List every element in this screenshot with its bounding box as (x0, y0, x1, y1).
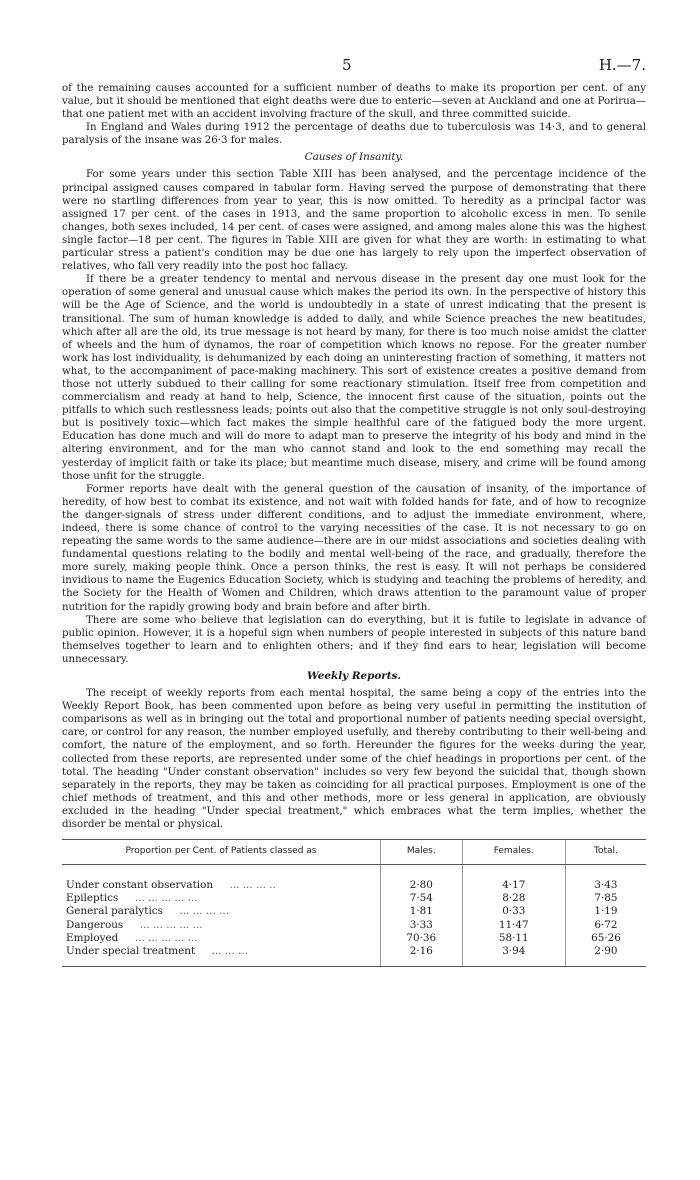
cell-females: 4·17 (462, 865, 565, 893)
leader-dots: ... ... ... (211, 945, 249, 958)
paragraph: of the remaining causes accounted for a sufficient number of deaths to make its proportion per cent. of any value, but it should be mentioned that eight deaths were due to enteric—seven at Auckland and one at Porirua—that one patient met with an accident involving fracture of the skull, and three committed suicide. (62, 83, 646, 121)
paragraph: Former reports have dealt with the general question of the causation of insanity, of the importance of heredity, of how best to combat its existence, and not wait with folded hands for fate, and of how to recognize the danger-signals of stress under different conditions, and to adjust the immediate environment, where, indeed, there is some chance of control to the varying necessities of the case. It is not necessary to go on repeating the same words to the same audience—there are in our midst associations and societies dealing with fundamental questions relating to the bodily and mental well-being of the race, and gradually, therefore the more surely, making people think. Once a person thinks, the rest is easy. It will not perhaps be considered invidious to name the Eugenics Education Society, which is studying and teaching the problems of heredity, and the Society for the Health of Women and Children, which draws attention to the paramount value of proper nutrition for the rapidly growing body and brain before and after birth. (62, 483, 646, 613)
cell-total: 6·72 (565, 919, 646, 932)
document-page (62, 56, 646, 967)
page-header (62, 56, 646, 82)
weekly-heading: Weekly Reports. (306, 670, 402, 683)
table-row (62, 865, 646, 893)
leader-dots: ... ... ... .. (229, 879, 276, 892)
paragraph: If there be a greater tendency to mental and nervous disease in the present day one must look for the operation of some general and unusual cause which makes the period its own. In the perspective of history this will be the Age of Science, and the world is undoubtedly in a state of unrest indicating that the present is transitional. The sum of human knowledge is added to daily, and while Science preaches the new beatitudes, which after all are the old, its true message is not heard by many, for there is too much noise amidst the clatter of wheels and the hum of dynamos, the roar of competition which knows no repose. For the greater number work has lost individuality, is dehumanized by each doing an uninteresting fraction of something, it matters not what, to the accompaniment of pace-making machinery. This sort of existence creates a positive demand from those not utterly subdued to their calling for some reactionary stimulation. Itself free from competition and commercialism and ready at hand to help, Science, the innocent first cause of the situation, points out the pitfalls to which such restlessness leads; points out also that the competitive struggle is not only soul-destroying but is positively toxic—which fact makes the simple healthful care of the fatigued body the more urgent. Education has done much and will do more to adapt man to preserve the integrity of his body and mind in the altering environment, and for the man who cannot stand and look to the end something may recall the yesterday of implicit faith or take its place; but meantime much disease, misery, and crime will be found among those unfit for the struggle. (62, 274, 646, 482)
cell-males: 2·80 (381, 865, 463, 893)
section-code: H.—7. (598, 56, 646, 74)
column-header: Males. (381, 840, 463, 865)
column-header: Females. (462, 840, 565, 865)
column-header: Total. (565, 840, 646, 865)
cell-females: 8·28 (462, 892, 565, 905)
cell-females: 11·47 (462, 919, 565, 932)
paragraph: In England and Wales during 1912 the percentage of deaths due to tuberculosis was 14·3, and to general paralysis of the insane was 26·3 for males. (62, 122, 646, 147)
row-label: Epileptics (66, 892, 119, 905)
cell-males: 3·33 (381, 919, 463, 932)
causes-heading: Causes of Insanity. (304, 151, 404, 164)
paragraph: The receipt of weekly reports from each mental hospital, the same being a copy of the entries into the Weekly Report Book, has been commented upon before as being very useful in permitting the institution of comparisons as well as in bringing out the total and proportional number of patients needing special oversight, care, or control for any reason, the number employed usefully, and thereby contributing to their well-being and comfort, the nature of the employment, and so forth. Hereunder the figures for the weeks during the year, collected from these reports, are represented under some of the chief headings in proportions per cent. of the total. The heading "Under constant observation" includes so very few beyond the suicidal that, though shown separately in the reports, they may be taken as coinciding for all practical purposes. Employment is one of the chief methods of treatment, and this and other methods, more or less general in application, are obviously excluded in the heading "Under special treatment," which embraces what the term implies, whether the disorder be mental or physical. (62, 688, 646, 830)
paragraph: There are some who believe that legislation can do everything, but it is futile to legislate in advance of public opinion. However, it is a hopeful sign when numbers of people interested in subjects of this nature band themselves together to learn and to enlighten others; and if they find ears to hear, legislation will become unnecessary. (62, 614, 646, 665)
cell-males: 2·16 (381, 945, 463, 967)
document-body (62, 82, 646, 831)
cell-total: 1·19 (565, 905, 646, 918)
cell-total: 2·90 (565, 945, 646, 967)
leader-dots: ... ... ... ... ... (134, 931, 198, 944)
cell-total: 65·26 (565, 932, 646, 945)
row-label: Under constant observation (66, 879, 214, 892)
cell-males: 1·81 (381, 905, 463, 918)
row-label: Employed (66, 931, 119, 944)
page-number: 5 (342, 56, 352, 74)
leader-dots: ... ... ... ... (179, 905, 229, 918)
row-label: General paralytics (66, 905, 163, 918)
table-row (62, 892, 646, 905)
table-row (62, 932, 646, 945)
table-row (62, 945, 646, 967)
cell-females: 58·11 (462, 932, 565, 945)
row-label: Under special treatment (66, 945, 196, 958)
cell-females: 3·94 (462, 945, 565, 967)
cell-males: 7·54 (381, 892, 463, 905)
cell-males: 70·36 (381, 932, 463, 945)
proportion-table (62, 839, 646, 967)
paragraph: For some years under this section Table XIII has been analysed, and the percentage incidence of the principal assigned causes compared in tabular form. Having served the purpose of demonstrating that there were no startling differences from year to year, this is now omitted. To heredity as a principal factor was assigned 17 per cent. of the cases in 1913, and the same proportion to alcoholic excess in men. To senile changes, both sexes included, 14 per cent. of cases were assigned, and among males alone this was the highest single factor—18 per cent. The figures in Table XIII are given for what they are worth: in estimating to what particular stress a patient's condition may be due one has largely to rely upon the imperfect observation of relatives, who fall very readily into the post hoc fallacy. (62, 169, 646, 273)
cell-females: 0·33 (462, 905, 565, 918)
leader-dots: ... ... ... ... ... (134, 892, 198, 905)
column-header: Proportion per Cent. of Patients classed as (62, 840, 381, 865)
row-label: Dangerous (66, 918, 124, 931)
table-row (62, 919, 646, 932)
leader-dots: ... ... ... ... ... (139, 918, 203, 931)
cell-total: 3·43 (565, 865, 646, 893)
table-row (62, 905, 646, 918)
cell-total: 7·85 (565, 892, 646, 905)
